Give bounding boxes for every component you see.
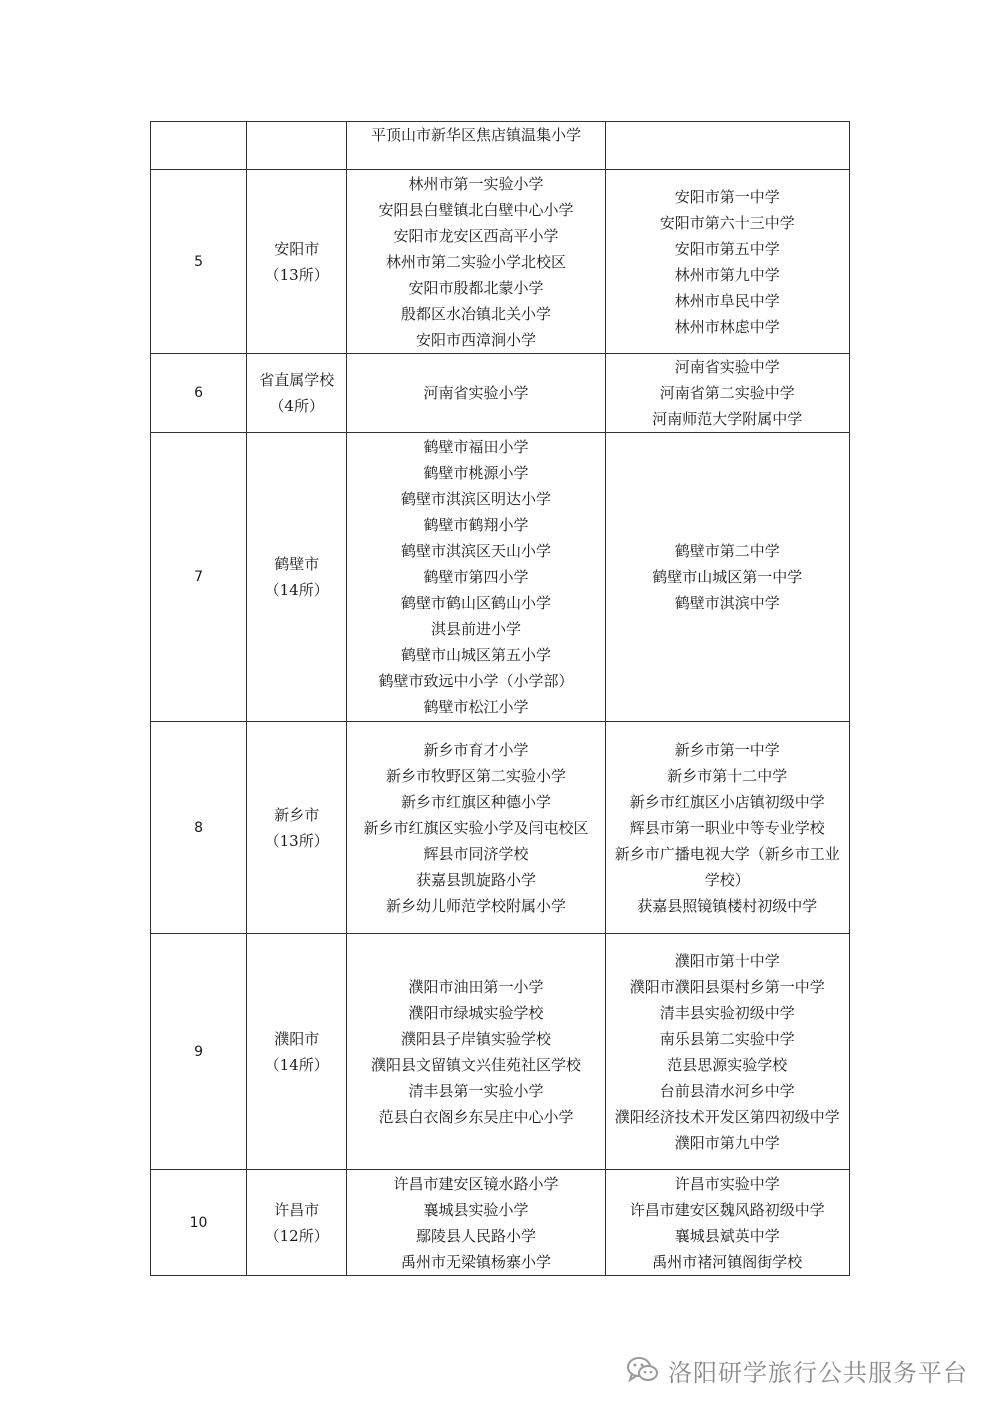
city-name: 鹤壁市 [274,555,320,573]
watermark [626,1350,968,1390]
secondary-school: 安阳市第五中学 [674,239,780,258]
primary-school: 禹州市无梁镇杨寨小学 [400,1252,551,1271]
secondary-school: 获嘉县照镜镇楼村初级中学 [637,896,818,915]
school-table-body [151,122,850,1276]
row-number: 10 [151,1170,247,1276]
city-cell [247,433,347,722]
table-row [151,170,850,354]
row-number [151,122,247,170]
city-school-count: （12所） [264,1226,329,1245]
city-name: 新乡市 [274,805,320,824]
primary-school: 林州市第二实验小学北校区 [385,252,566,271]
primary-school: 安阳市西漳涧小学 [415,330,536,349]
secondary-schools-cell [605,122,849,170]
secondary-school: 安阳市第一中学 [674,187,780,206]
secondary-school: 濮阳市濮阳县渠村乡第一中学 [629,977,825,996]
primary-school: 鹤壁市松江小学 [423,698,529,716]
city-name: 许昌市 [274,1200,320,1219]
primary-school: 安阳市龙安区西高平小学 [393,226,559,245]
primary-school: 安阳市殷都北蒙小学 [408,278,544,297]
secondary-schools-cell [605,433,849,722]
city-name: 安阳市 [274,239,320,258]
primary-school: 鹤壁市淇滨区明达小学 [400,490,551,508]
secondary-school: 鹤壁市淇滨中学 [674,594,780,612]
primary-school: 鹤壁市鹤翔小学 [423,516,529,534]
table-row [151,433,850,722]
primary-school: 鹤壁市福田小学 [423,438,529,456]
secondary-schools-list [606,737,849,919]
city-cell-content [247,367,346,419]
row-number: 5 [151,170,247,354]
city-cell [247,722,347,934]
secondary-school: 许昌市建安区魏风路初级中学 [629,1200,825,1219]
secondary-schools-cell [605,934,849,1170]
primary-schools-cell [347,122,605,170]
city-cell-content [247,236,346,288]
school-table [150,121,850,1276]
secondary-school: 襄城县斌英中学 [674,1226,780,1245]
table-row [151,934,850,1170]
secondary-school: 辉县市第一职业中等专业学校 [629,818,825,837]
city-cell [247,170,347,354]
city-name: 濮阳市 [274,1029,320,1048]
primary-school: 鄢陵县人民路小学 [415,1226,536,1245]
primary-school: 范县白衣阁乡东吴庄中心小学 [378,1107,574,1126]
primary-school: 新乡市红旗区种德小学 [400,792,551,811]
secondary-schools-list [606,354,849,432]
city-cell [247,934,347,1170]
table-row [151,722,850,934]
primary-schools-cell [347,170,605,354]
row-number: 8 [151,722,247,934]
city-cell-content [247,551,346,603]
primary-schools-cell [347,1170,605,1276]
secondary-school: 禹州市褚河镇阁街学校 [652,1252,803,1271]
primary-school: 安阳县白璧镇北白壁中心小学 [378,200,574,219]
primary-schools-cell [347,354,605,433]
primary-school: 鹤壁市淇滨区天山小学 [400,542,551,560]
secondary-school: 河南省第二实验中学 [659,384,795,402]
primary-school: 鹤壁市山城区第五小学 [400,646,551,664]
city-cell-content [247,1197,346,1249]
primary-school: 河南省实验小学 [423,384,529,402]
city-school-count: （13所） [264,831,329,850]
secondary-schools-list [606,538,849,616]
city-cell-content [247,1026,346,1078]
primary-school: 濮阳市油田第一小学 [408,977,544,996]
secondary-school: 林州市林虑中学 [674,317,780,336]
primary-school: 辉县市同济学校 [423,844,529,863]
secondary-school: 清丰县实验初级中学 [659,1003,795,1022]
table-row [151,122,850,170]
secondary-school: 林州市第九中学 [674,265,780,284]
primary-school: 清丰县第一实验小学 [408,1081,544,1100]
primary-school: 新乡市育才小学 [423,740,529,759]
city-cell [247,354,347,433]
primary-school: 许昌市建安区镜水路小学 [393,1174,559,1193]
secondary-school: 林州市阜民中学 [674,291,780,310]
primary-school: 新乡市红旗区实验小学及闫屯校区 [363,818,589,837]
primary-schools-list [347,974,604,1130]
secondary-school: 河南师范大学附属中学 [652,410,803,428]
primary-school: 殷都区水冶镇北关小学 [400,304,551,323]
city-school-count: （4所） [269,397,324,415]
secondary-school: 濮阳市第九中学 [674,1133,780,1152]
primary-schools-list [347,380,604,406]
secondary-school: 鹤壁市第二中学 [674,542,780,560]
primary-schools-cell [347,934,605,1170]
primary-school: 林州市第一实验小学 [408,174,544,193]
primary-school: 濮阳市绿城实验学校 [408,1003,544,1022]
secondary-schools-cell [605,722,849,934]
secondary-school: 新乡市第十二中学 [667,766,788,785]
secondary-schools-cell [605,1170,849,1276]
secondary-school: 濮阳市第十中学 [674,951,780,970]
row-number: 7 [151,433,247,722]
secondary-school: 新乡市第一中学 [674,740,780,759]
watermark-text: 洛阳研学旅行公共服务平台 [668,1358,968,1387]
city-name: 省直属学校 [259,371,335,389]
city-school-count: （13所） [264,265,329,284]
primary-schools-cell [347,433,605,722]
secondary-schools-list [606,948,849,1156]
primary-school: 濮阳县子岸镇实验学校 [400,1029,551,1048]
table-row [151,354,850,433]
primary-schools-list [347,171,604,353]
primary-school: 鹤壁市桃源小学 [423,464,529,482]
secondary-school: 河南省实验中学 [674,358,780,376]
secondary-schools-list [606,1171,849,1275]
primary-school: 获嘉县凯旋路小学 [415,870,536,889]
secondary-school: 范县思源实验学校 [667,1055,788,1074]
primary-school: 新乡市牧野区第二实验小学 [385,766,566,785]
secondary-schools-cell [605,354,849,433]
primary-schools-list [347,434,604,720]
secondary-school: 许昌市实验中学 [674,1174,780,1193]
primary-school: 淇县前进小学 [430,620,521,638]
city-cell-content [247,802,346,854]
primary-school: 鹤壁市鹤山区鹤山小学 [400,594,551,612]
primary-school: 鹤壁市第四小学 [423,568,529,586]
secondary-school: 濮阳经济技术开发区第四初级中学 [614,1107,840,1126]
secondary-school: 安阳市第六十三中学 [659,213,795,232]
city-school-count: （14所） [264,581,329,599]
secondary-schools-cell [605,170,849,354]
secondary-school: 新乡市红旗区小店镇初级中学 [629,792,825,811]
secondary-schools-list [606,184,849,340]
wechat-icon [626,1355,660,1385]
primary-school: 新乡幼儿师范学校附属小学 [385,896,566,915]
primary-school: 濮阳县文留镇文兴佳苑社区学校 [370,1055,581,1074]
primary-school: 平顶山市新华区焦店镇温集小学 [370,126,581,144]
secondary-school: 台前县清水河乡中学 [659,1081,795,1100]
city-school-count: （14所） [264,1055,329,1074]
primary-school: 鹤壁市致远中小学（小学部） [378,672,574,690]
primary-school: 襄城县实验小学 [423,1200,529,1219]
primary-schools-list [347,1171,604,1275]
city-cell [247,122,347,170]
row-number: 9 [151,934,247,1170]
primary-schools-list [347,122,604,148]
row-number: 6 [151,354,247,433]
secondary-school: 南乐县第二实验中学 [659,1029,795,1048]
primary-schools-list [347,737,604,919]
city-cell [247,1170,347,1276]
table-row [151,1170,850,1276]
secondary-school: 新乡市广播电视大学（新乡市工业学校） [614,844,840,889]
secondary-school: 鹤壁市山城区第一中学 [652,568,803,586]
primary-schools-cell [347,722,605,934]
